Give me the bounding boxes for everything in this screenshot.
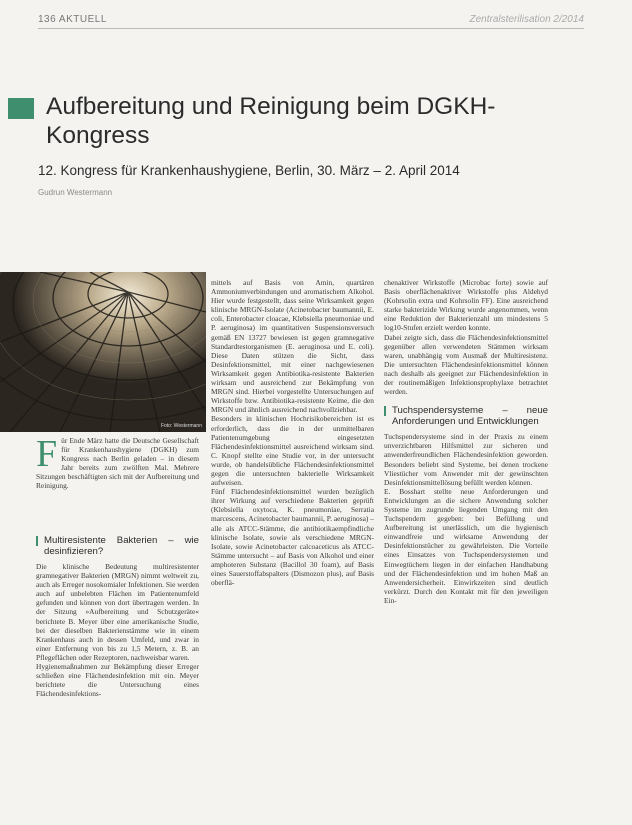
section-marker-icon — [8, 98, 34, 119]
dome-photo-image — [0, 272, 206, 432]
section-body: Die klinische Bedeutung multiresistenter gramnegativer Bakterien (MRGN) nimmt weltweit zu, auch als Erreger nosokomialer Infektionen. Sie werden auch auf unbelebten Flächen im Patientenumfeld gefunden und können von dort übertragen werden. In der Sitzung »Aufbereitung und Schutzgeräte« berichtete B. Meyer über eine amerikanische Studie, bei der dieselben Bakterienstämme wie in einem Krankenhaus auch in dessen Umfeld, und zwar in einer Entfernung von bis zu 1,5 Metern, z. B. an Pflegeflächen oder Rezeptoren, nachweisbar waren. Hygienemaßnahmen zur Bekämpfung dieser Erreger schließen eine Flächendesinfektion mit ein. Meyer berichtete die Untersuchung eines Flächendesinfektions- — [36, 562, 199, 699]
article-title: Aufbereitung und Reinigung beim DGKH-Kongress — [46, 93, 496, 149]
lead-paragraph — [36, 433, 199, 526]
lead-text: ür Ende März hatte die Deutsche Gesellschaft für Krankenhaushygiene (DGKH) zum Kongress nach Berlin geladen – in diesem Jahr bereits zum zwölften Mal. Mehrere Sitzungen beschäftigten sich mit der Aufbereitung und Reinigung. — [36, 436, 199, 491]
journal-name: Zentralsterilisation 2/2014 — [469, 14, 584, 25]
photo-credit: Foto: Westermann — [160, 423, 202, 429]
article-photo — [0, 272, 206, 432]
article-subtitle: 12. Kongress für Krankenhaushygiene, Berlin, 30. März – 2. April 2014 — [38, 163, 460, 178]
body-paragraph: Besonders in klinischen Hochrisikobereichen ist es erforderlich, dass die in der unmittelbaren Patientenumgebung eingesetzten Flächendesinfektionsmittel ausreichend wirksam sind. C. Knopf stellte eine Studie vor, in der untersucht wurde, ob handelsübliche Flächendesinfektionsmittel gegen die untersuchten bakterielle Wirksamkeit aufweisen. — [211, 414, 374, 488]
text-column-1 — [36, 433, 199, 699]
page-section-label: 136 AKTUELL — [38, 14, 107, 25]
text-column-3 — [384, 278, 548, 605]
section-heading: Multiresistente Bakterien – wie desinfizieren? — [36, 535, 199, 557]
text-column-2 — [211, 278, 374, 587]
body-paragraph: Fünf Flächendesinfektionsmittel wurden bezüglich ihrer Wirkung auf verschiedene Bakterien geprüft (Klebsiella oxytoca, K. pneumoniae, Serratia marcescens, Acinetobacter baumannii, P. aeruginosa) – alle als ATCC-Stämme, die antibiotikaempfindliche klinische Isolate, sowie als verschiedene MRGN-Isolate, sowie Acinetobacter calcoaceticus als ATCC-Stämme untersucht – auf Basis von Alkohol und einer amphoteren Substanz (Bacillol 30 foam), auf Basis eines Sauerstoffabspalters (Dismozon plus), auf Basis oberflä- — [211, 487, 374, 588]
dropcap: F — [36, 433, 58, 475]
body-paragraph: Dabei zeigte sich, dass die Flächendesinfektionsmittel gegenüber allen verwendeten Stämmen wirksam waren, unabhängig vom Ausmaß der Multiresistenz. Die untersuchten Flächendesinfektionsmittel können nach deshalb als geeignet zur Flächendesinfektion in der routinemäßigen Infektionsprophylaxe betrachtet werden. — [384, 332, 548, 397]
section-body: Tuchspendersysteme sind in der Praxis zu einem unverzichtbaren Hilfsmittel zur sicheren und anwenderfreundlichen Flächendesinfektion geworden. Besonders beliebt sind Systeme, bei denen trockene Vliestücher vom Anwender mit der gewünschten Desinfektionsmittellösung befüllt werden können. E. Bosshart stellte neue Anforderungen und Entwicklungen an die sichere Anwendung solcher Systeme im zugrunde liegenden Umgang mit den Tuchspendern gegeben: bei Befüllung und Aufbereitung ist unerlässlich, um die hygienisch einwandfreie und wirksame Anwendung der Desinfektionstücher zu gewährleisten. Die Vorteile eines Einsatzes von Tuchspendersystemen und Einwegtüchern liegen in der einfachen Handhabung und der Flächendesinfektion und im hohen Maß an Anwendersicherheit. Einwirkzeiten sind deutlich verkürzt. Durch den Kontakt mit für den jeweiligen Ein- — [384, 432, 548, 605]
section-heading: Tuchspendersysteme – neue Anforderungen und Entwicklungen — [384, 405, 548, 427]
article-author: Gudrun Westermann — [38, 188, 113, 197]
body-paragraph: chenaktiver Wirkstoffe (Microbac forte) sowie auf Basis oberflächenaktiver Wirkstoffe plus Aldehyd (Kohrsolin extra und Kohrsolin FF). Eine ausreichend starke bakterizide Wirkung wurde angenommen, wenn eine Reduktion der Bakterienzahl um mindestens 5 log10-Stufen erzielt werden konnte. — [384, 278, 548, 333]
body-paragraph: mittels auf Basis von Amin, quartären Ammoniumverbindungen und aromatischem Alkohol. Hier wurde festgestellt, dass seine Wirksamkeit gegen klinische MRGN-Isolate (Acinetobacter baumannii, E. coli, Enterobacter cloacae, Klebsiella pneumoniae und P. aeruginosa) im quantitativen Suspensionsversuch gemäß EN 13727 bewiesen ist gegen gramnegative Standardtestorganismen (E. aeruginosa und E. coli). Diese Daten stützen die Sicht, dass Desinfektionsmittel, mit einer nachgewiesenen Wirksamkeit gegen Antibiotika-resistente Bakterien wirksam und ausreichend zur Bekämpfung von MRGN sind. Hierbei vorgestellte Untersuchungen auf Wirkstoffe bzw. Antibiotika-resistente Keime, die den MRGN und ähnlich ausreichend nachvollziehbar. — [211, 278, 374, 415]
running-header — [38, 12, 584, 29]
